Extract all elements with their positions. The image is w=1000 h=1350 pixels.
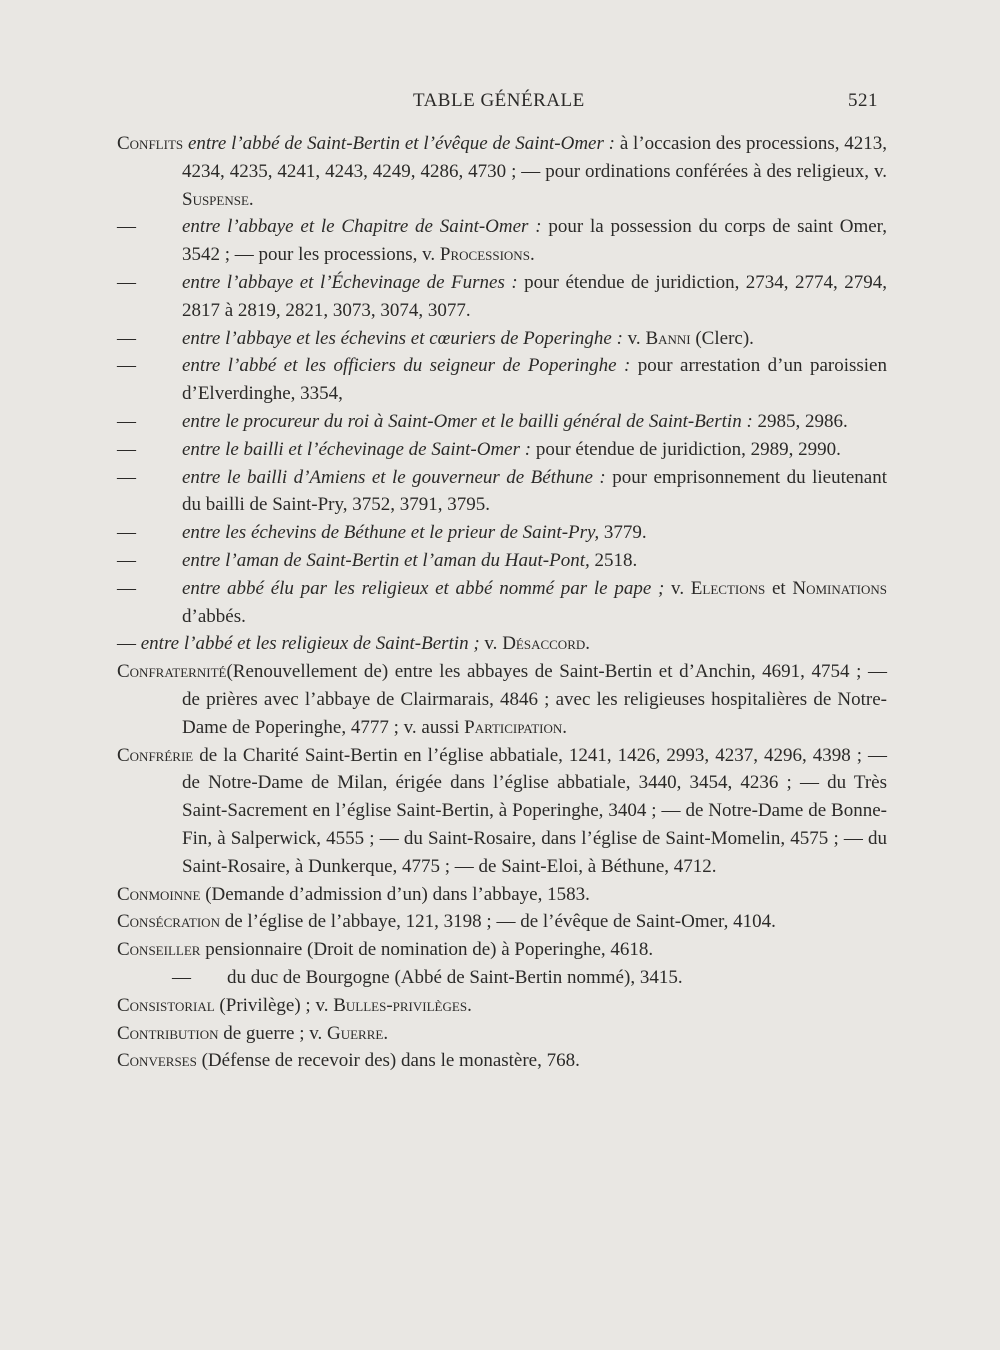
cross-reference: Participation bbox=[464, 716, 563, 738]
entry-text: pour emprisonnement du lieutenant du bailli de Saint-Pry, 3752, 3791, 3795. bbox=[182, 466, 888, 516]
dash: — bbox=[117, 633, 136, 655]
entry-italic: entre le bailli d’Amiens et le gouverneur de Béthune : bbox=[182, 466, 606, 488]
dash: — bbox=[117, 410, 136, 432]
entry-conmoinne bbox=[117, 881, 887, 909]
subentry bbox=[117, 325, 887, 353]
entry-consistorial bbox=[117, 992, 887, 1020]
entry-head: Conflits bbox=[117, 133, 184, 154]
dash: — bbox=[117, 522, 136, 544]
entry-italic: entre l’abbé de Saint-Bertin et l’évêque de Saint-Omer : bbox=[187, 133, 615, 154]
entry-end: . bbox=[585, 633, 591, 655]
entry-text: pour étendue de juridiction, 2734, 2774, 2794, 2817 à 2819, 2821, 3073, 3074, 3077. bbox=[182, 271, 887, 321]
entry-head: Converses bbox=[117, 1050, 197, 1072]
entry-head: Consistorial bbox=[117, 994, 215, 1016]
entry-text: et bbox=[771, 577, 786, 599]
cross-reference: Nominations bbox=[792, 577, 887, 599]
subentry bbox=[117, 436, 887, 464]
entry-confrerie bbox=[117, 742, 887, 881]
entry-end: d’abbés. bbox=[182, 605, 246, 627]
entry-end: . bbox=[383, 1022, 389, 1044]
entry-text: pour la possession du corps de saint Omer, 3542 ; — pour les processions, v. bbox=[182, 216, 887, 266]
entry-consecration bbox=[117, 908, 887, 936]
cross-reference: Elections bbox=[690, 577, 766, 599]
entry-head: Consécration bbox=[117, 911, 220, 933]
entry-italic: entre l’aman de Saint-Bertin et l’aman du Haut-Pont, bbox=[182, 549, 590, 571]
entry-text: pour étendue de juridiction, 2989, 2990. bbox=[535, 438, 841, 460]
dash: — bbox=[117, 577, 136, 599]
entry-italic: entre abbé élu par les religieux et abbé nommé par le pape ; bbox=[182, 577, 665, 599]
entry-italic: entre l’abbaye et l’Échevinage de Furnes : bbox=[182, 271, 518, 293]
subentry bbox=[117, 575, 887, 631]
page-title: TABLE GÉNÉRALE bbox=[413, 90, 585, 111]
subentry bbox=[117, 547, 887, 575]
entry-head: Conmoinne bbox=[117, 883, 201, 905]
dash: — bbox=[117, 438, 136, 460]
dash: — bbox=[172, 966, 191, 988]
entry-confraternite bbox=[117, 658, 887, 741]
running-header bbox=[0, 86, 1000, 118]
entry-text: (Demande d’admission d’un) dans l’abbaye, 1583. bbox=[205, 883, 590, 905]
entry-head: Contribution bbox=[117, 1022, 219, 1044]
entry-end: . bbox=[529, 244, 535, 266]
entry-italic: entre l’abbé et les officiers du seigneur de Poperinghe : bbox=[182, 355, 631, 377]
cross-reference: Bulles-privilèges bbox=[333, 994, 468, 1016]
entry-conseiller bbox=[117, 936, 887, 964]
entry-end: . bbox=[562, 716, 568, 738]
subentry bbox=[117, 269, 887, 325]
dash: — bbox=[117, 327, 136, 349]
dash: — bbox=[117, 355, 136, 377]
entry-italic: entre l’abbé et les religieux de Saint-Bertin ; bbox=[140, 633, 480, 655]
entry-head: Conseiller bbox=[117, 939, 201, 961]
entry-italic: entre les échevins de Béthune et le prieur de Saint-Pry, bbox=[182, 522, 600, 544]
entry-text: 2518. bbox=[594, 549, 638, 571]
subentry bbox=[117, 408, 887, 436]
cross-reference: Banni bbox=[645, 327, 691, 349]
entry-text: de la Charité Saint-Bertin en l’église abbatiale, 1241, 1426, 2993, 4237, 4296, 4398 ; — de Notre-Dame de Milan, érigée dans l’église abbatiale, 3440, 3454, 4236 ; — du Très Saint-Sacrement en l’église Saint-Bertin, à Poperinghe, 3404 ; — de Notre-Dame de Bonne-Fin, à Salperwick, 4555 ; — du Saint-Rosaire, dans l’église de Saint-Momelin, 4575 ; — du Saint-Rosaire, à Dunkerque, 4775 ; — de Saint-Eloi, à Béthune, 4712. bbox=[182, 744, 888, 877]
entry-head: Confraternité bbox=[117, 661, 227, 683]
entry-end: . bbox=[467, 994, 472, 1016]
entry-contribution bbox=[117, 1020, 887, 1048]
entry-end: . bbox=[248, 188, 254, 210]
entry-text: v. bbox=[671, 577, 685, 599]
cross-reference: Désaccord bbox=[502, 633, 586, 655]
subentry bbox=[117, 213, 887, 269]
entry-text: (Privilège) ; v. bbox=[219, 994, 329, 1016]
entry-head: Confrérie bbox=[117, 744, 194, 766]
index-text bbox=[117, 130, 887, 1075]
entry-text: 2985, 2986. bbox=[757, 410, 848, 432]
entry-text: de l’église de l’abbaye, 121, 3198 ; — de l’évêque de Saint-Omer, 4104. bbox=[224, 911, 776, 933]
entry-text: v. bbox=[484, 633, 498, 655]
cross-reference: Guerre bbox=[327, 1022, 384, 1044]
dash: — bbox=[117, 216, 136, 238]
cross-reference: Processions bbox=[439, 244, 530, 266]
subentry bbox=[117, 964, 887, 992]
subentry bbox=[117, 519, 887, 547]
entry-text: (Renouvellement de) entre les abbayes de Saint-Bertin et d’Anchin, 4691, 4754 ; — de prières avec l’abbaye de Clairmarais, 4846 ; avec les religieuses hospitalières de Notre-Dame de Poperinghe, 4777 ; v. aussi bbox=[182, 661, 887, 738]
entry-italic: entre l’abbaye et les échevins et cœuriers de Poperinghe : bbox=[182, 327, 623, 349]
entry-text: 3779. bbox=[603, 522, 647, 544]
dash: — bbox=[117, 549, 136, 571]
entry-text: à l’occasion des processions, 4213, 4234, 4235, 4241, 4243, 4249, 4286, 4730 ; — pour ordinations conférées à des religieux, v. bbox=[182, 133, 888, 182]
subentry bbox=[117, 352, 887, 408]
entry-text: de guerre ; v. bbox=[223, 1022, 323, 1044]
entry-end: (Clerc). bbox=[695, 327, 754, 349]
entry-conflits bbox=[117, 130, 887, 213]
subentry bbox=[117, 464, 887, 520]
entry-text: pour arrestation d’un paroissien d’Elverdinghe, 3354, bbox=[182, 355, 887, 405]
entry-italic: entre le procureur du roi à Saint-Omer et le bailli général de Saint-Bertin : bbox=[182, 410, 753, 432]
entry-italic: entre le bailli et l’échevinage de Saint-Omer : bbox=[182, 438, 532, 460]
dash: — bbox=[117, 271, 136, 293]
entry-text: v. bbox=[627, 327, 641, 349]
entry-text: pensionnaire (Droit de nomination de) à Poperinghe, 4618. bbox=[205, 939, 654, 961]
entry-italic: entre l’abbaye et le Chapitre de Saint-Omer : bbox=[182, 216, 542, 238]
entry-converses bbox=[117, 1047, 887, 1075]
page-number: 521 bbox=[848, 90, 878, 111]
entry-text: du duc de Bourgogne (Abbé de Saint-Bertin nommé), 3415. bbox=[227, 966, 683, 988]
dash: — bbox=[117, 466, 136, 488]
cross-reference: Suspense bbox=[182, 188, 249, 210]
subentry bbox=[117, 630, 887, 658]
entry-text: (Défense de recevoir des) dans le monastère, 768. bbox=[201, 1050, 580, 1072]
